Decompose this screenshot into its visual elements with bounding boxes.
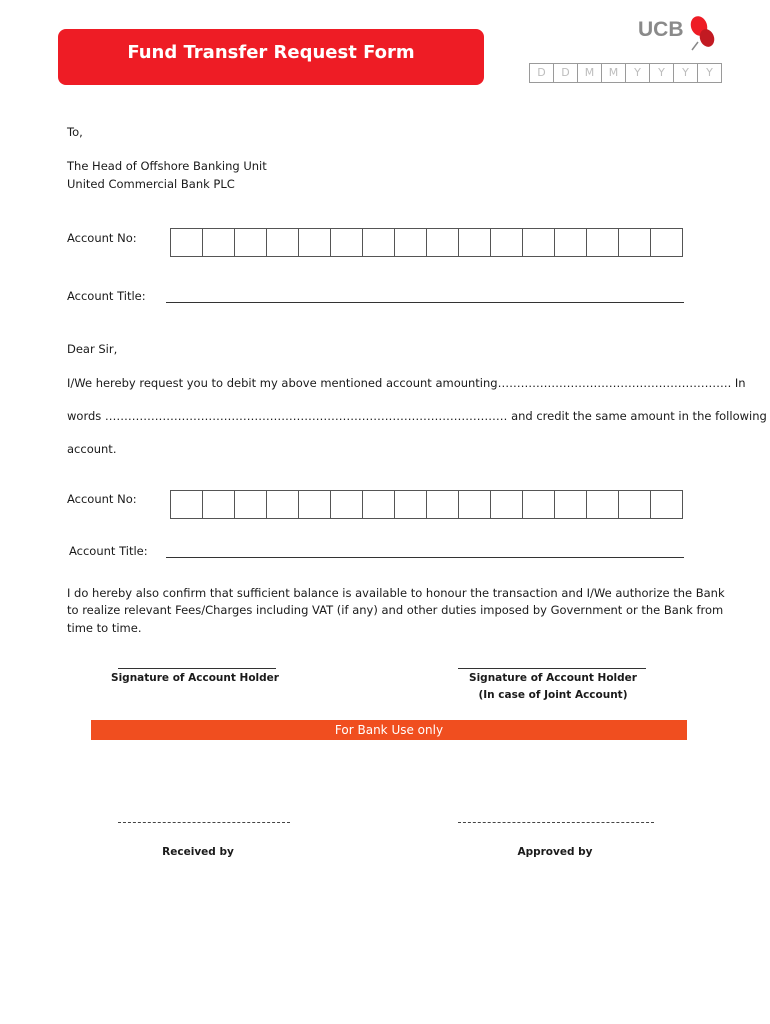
approved-by-line[interactable] xyxy=(458,822,654,823)
holder-signature-label: Signature of Account Holder xyxy=(111,672,279,684)
debit-account-title-field[interactable] xyxy=(166,301,684,303)
letter-line-1: I/We hereby request you to debit my above mentioned account amounting……………………………………………………. In xyxy=(67,376,746,390)
credit-account-title-field[interactable] xyxy=(166,556,684,558)
account-digit-box[interactable] xyxy=(458,490,491,519)
account-digit-box[interactable] xyxy=(202,490,235,519)
address-to: To, xyxy=(67,125,83,139)
account-digit-box[interactable] xyxy=(266,228,299,257)
joint-signature-note: (In case of Joint Account) xyxy=(478,689,628,701)
received-by-line[interactable] xyxy=(118,822,290,823)
address-line-2: United Commercial Bank PLC xyxy=(67,177,235,191)
date-cell-year[interactable]: Y xyxy=(625,63,650,83)
account-digit-box[interactable] xyxy=(618,490,651,519)
form-title: Fund Transfer Request Form xyxy=(127,42,415,63)
date-cell-month[interactable]: M xyxy=(577,63,602,83)
account-digit-box[interactable] xyxy=(586,490,619,519)
ucb-logo-icon xyxy=(686,12,718,52)
credit-account-title-label: Account Title: xyxy=(69,544,148,558)
approved-by-label: Approved by xyxy=(517,846,593,858)
account-digit-box[interactable] xyxy=(362,490,395,519)
account-digit-box[interactable] xyxy=(554,228,587,257)
date-cell-month[interactable]: M xyxy=(601,63,626,83)
account-digit-box[interactable] xyxy=(522,228,555,257)
credit-account-no-boxes[interactable] xyxy=(171,490,683,519)
account-digit-box[interactable] xyxy=(426,490,459,519)
account-digit-box[interactable] xyxy=(170,490,203,519)
ucb-logo-text: UCB xyxy=(638,18,684,41)
joint-signature-label: Signature of Account Holder xyxy=(469,672,637,684)
joint-signature-line[interactable] xyxy=(458,668,646,669)
date-cell-year[interactable]: Y xyxy=(673,63,698,83)
holder-signature-line[interactable] xyxy=(118,668,276,669)
date-field[interactable] xyxy=(530,63,722,83)
account-digit-box[interactable] xyxy=(394,228,427,257)
debit-account-no-label: Account No: xyxy=(67,231,137,245)
account-digit-box[interactable] xyxy=(522,490,555,519)
account-digit-box[interactable] xyxy=(394,490,427,519)
letter-line-2: words …………………………………………………………………………………………… and credit the same amount in the following xyxy=(67,409,767,423)
account-digit-box[interactable] xyxy=(586,228,619,257)
account-digit-box[interactable] xyxy=(202,228,235,257)
debit-account-no-boxes[interactable] xyxy=(171,228,683,257)
credit-account-no-label: Account No: xyxy=(67,492,137,506)
account-digit-box[interactable] xyxy=(234,490,267,519)
confirmation-line-3: time to time. xyxy=(67,621,142,635)
account-digit-box[interactable] xyxy=(298,228,331,257)
account-digit-box[interactable] xyxy=(170,228,203,257)
account-digit-box[interactable] xyxy=(490,228,523,257)
letter-line-3: account. xyxy=(67,442,117,456)
date-cell-day[interactable]: D xyxy=(529,63,554,83)
account-digit-box[interactable] xyxy=(362,228,395,257)
account-digit-box[interactable] xyxy=(650,228,683,257)
account-digit-box[interactable] xyxy=(426,228,459,257)
bank-use-banner: For Bank Use only xyxy=(91,720,687,740)
account-digit-box[interactable] xyxy=(330,228,363,257)
debit-account-title-label: Account Title: xyxy=(67,289,146,303)
account-digit-box[interactable] xyxy=(234,228,267,257)
account-digit-box[interactable] xyxy=(554,490,587,519)
address-line-1: The Head of Offshore Banking Unit xyxy=(67,159,267,173)
date-cell-year[interactable]: Y xyxy=(697,63,722,83)
account-digit-box[interactable] xyxy=(298,490,331,519)
account-digit-box[interactable] xyxy=(458,228,491,257)
salutation: Dear Sir, xyxy=(67,342,118,356)
account-digit-box[interactable] xyxy=(330,490,363,519)
account-digit-box[interactable] xyxy=(490,490,523,519)
date-cell-day[interactable]: D xyxy=(553,63,578,83)
received-by-label: Received by xyxy=(162,846,234,858)
confirmation-line-2: to realize relevant Fees/Charges including VAT (if any) and other duties imposed by Government or the Bank from xyxy=(67,603,724,617)
date-cell-year[interactable]: Y xyxy=(649,63,674,83)
account-digit-box[interactable] xyxy=(618,228,651,257)
account-digit-box[interactable] xyxy=(266,490,299,519)
account-digit-box[interactable] xyxy=(650,490,683,519)
confirmation-line-1: I do hereby also confirm that sufficient balance is available to honour the transaction and I/We authorize the Bank xyxy=(67,586,725,600)
